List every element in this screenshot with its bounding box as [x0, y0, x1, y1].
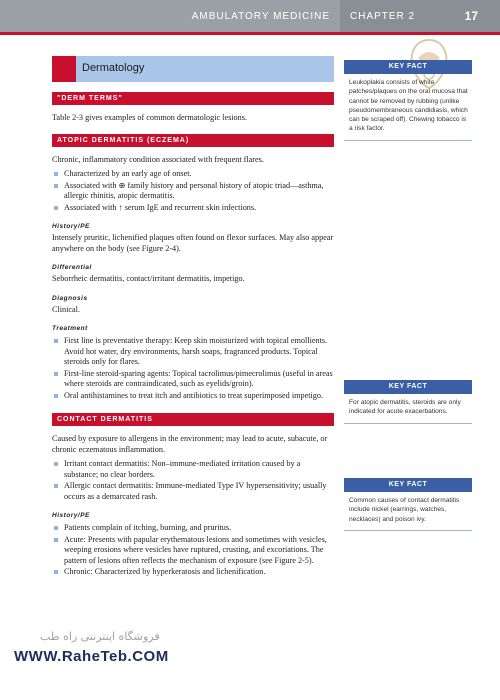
- key-fact-text: Common causes of contact dermatitis include nickel (earrings, watches, necklaces) and poison ivy.: [344, 492, 472, 531]
- list-item: Patients complain of itching, burning, and pruritus.: [52, 523, 334, 534]
- atopic-treatment-bullets: [52, 336, 334, 401]
- list-item: Characterized by an early age of onset.: [52, 169, 334, 180]
- page-header: [0, 0, 500, 32]
- list-item: Allergic contact dermatitis: Immune-mediated Type IV hypersensitivity; usually occurs as a demarcated rash.: [52, 481, 334, 502]
- atopic-diagnosis-text: Clinical.: [52, 304, 80, 314]
- header-chapter: CHAPTER 2: [350, 11, 416, 22]
- list-item: Associated with ⊕ family history and personal history of atopic triad—asthma, allergic rhinitis, atopic dermatitis.: [52, 181, 334, 202]
- list-item: First-line steroid-sparing agents: Topical tacrolimus/pimecrolimus (useful in areas where steroids are contraindicated, such as eyelids/groin).: [52, 369, 334, 390]
- key-fact-heading: KEY FACT: [344, 60, 472, 74]
- list-item: Chronic: Characterized by hyperkeratosis and lichenification.: [52, 567, 334, 578]
- list-item: Oral antihistamines to treat itch and antibiotics to treat superimposed impetigo.: [52, 391, 334, 402]
- page-number: 17: [464, 9, 478, 23]
- list-item: Irritant contact dermatitis: Non–immune-mediated irritation caused by a substance; no clear borders.: [52, 459, 334, 480]
- atopic-differential-label: Differential: [52, 264, 92, 271]
- key-fact-text: Leukoplakia consists of white patches/plaques on the oral mucosa that cannot be removed by rubbing (unlike pseudomembraneous candidiasis, which can be scraped off). Chewing tobacco is a risk factor.: [344, 74, 472, 141]
- header-section-title: AMBULATORY MEDICINE: [191, 11, 330, 22]
- contact-history-label: History/PE: [52, 512, 90, 519]
- key-fact-box-leukoplakia: [344, 60, 472, 141]
- contact-history-bullets: [52, 523, 334, 578]
- atopic-history-text: Intensely pruritic, lichenified plaques often found on flexor surfaces. May also appear anywhere on the body (see Figure 2-4).: [52, 233, 334, 253]
- atopic-treatment-label: Treatment: [52, 325, 88, 332]
- contact-bullets: [52, 459, 334, 502]
- watermark-url: WWW.RaheTeb.COM: [14, 648, 169, 665]
- atopic-dermatitis-heading: ATOPIC DERMATITIS (ECZEMA): [52, 134, 334, 147]
- derm-terms-text: Table 2-3 gives examples of common dermatologic lesions.: [52, 113, 247, 122]
- key-fact-box-contact: [344, 478, 472, 531]
- atopic-history-label: History/PE: [52, 223, 90, 230]
- list-item: Associated with ↑ serum IgE and recurrent skin infections.: [52, 203, 334, 214]
- atopic-diagnosis-label: Diagnosis: [52, 294, 88, 302]
- section-title-accent: [52, 56, 76, 82]
- list-item: Acute: Presents with papular erythematous lesions and sometimes with vesicles, weeping erosions where vesicles have ruptured, crusting, and excoriations. The pattern of lesions often reflects the mechanism of exposure (see Figure 2-5).: [52, 535, 334, 567]
- key-fact-box-atopic: [344, 380, 472, 424]
- atopic-intro: Chronic, inflammatory condition associated with frequent flares.: [52, 154, 264, 164]
- key-fact-text: For atopic dermatitis, steroids are only indicated for acute exacerbations.: [344, 394, 472, 424]
- contact-intro: Caused by exposure to allergens in the environment; may lead to acute, subacute, or chronic eczematous inflammation.: [52, 434, 328, 454]
- watermark-persian-text: فروشگاه اینترنتی راه طب: [40, 630, 160, 643]
- key-fact-heading: KEY FACT: [344, 478, 472, 492]
- main-column: [52, 56, 334, 579]
- key-fact-heading: KEY FACT: [344, 380, 472, 394]
- atopic-differential-text: Seborrheic dermatitis, contact/irritant dermatitis, impetigo.: [52, 274, 245, 283]
- derm-terms-heading: "DERM TERMS": [52, 92, 334, 105]
- section-title-bar: [52, 56, 334, 82]
- contact-dermatitis-heading: CONTACT DERMATITIS: [52, 413, 334, 426]
- list-item: First line is preventative therapy: Keep skin moisturized with topical emollients. Avoid hot water, dry environments, harsh soaps, fragranced products. Topical steroids only for flares.: [52, 336, 334, 368]
- section-title: Dermatology: [82, 62, 145, 74]
- atopic-bullets: [52, 169, 334, 213]
- header-rule: [0, 32, 500, 35]
